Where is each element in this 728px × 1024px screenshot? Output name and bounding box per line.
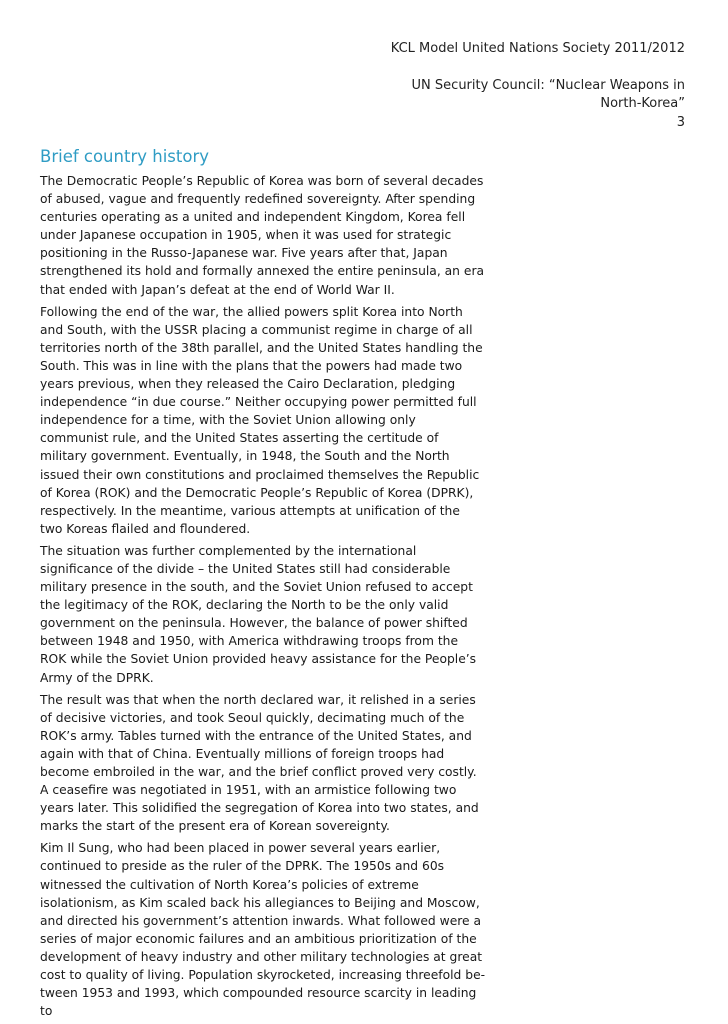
society-name: KCL Model United Nations Society 2011/2012	[390, 41, 685, 56]
page-header	[345, 40, 685, 132]
paragraph: Following the end of the war, the allied powers split Korea into North and South, with the USSR placing a communist regime in charge of all territories north of the 38th parallel, and the United States handling the South. This was in line with the plans that the powers had made two years previous, when they released the Cairo Declaration, pledging independence “in due course.” Neither occupying power permitted full independence for a time, with the Soviet Union allowing only communist rule, and the United States asserting the certitude of military government. Eventually, in 1948, the South and the North issued their own constitutions and proclaimed themselves the Republic of Korea (ROK) and the Democratic People’s Republic of Korea (DPRK), respectively. In the meantime, various attempts at unification of the two Koreas flailed and floundered.	[40, 304, 483, 536]
page-number: 3	[676, 114, 685, 130]
paragraph: The result was that when the north declared war, it relished in a series of decisive victories, and took Seoul quickly, decimating much of the ROK’s army. Tables turned with the entrance of the United States, and again with that of China. Eventually millions of foreign troops had become embroiled in the war, and the brief conflict proved very costly. A ceasefire was negotiated in 1951, with an armistice following two years later. This solidified the segregation of Korea into two states, and marks the start of the present era of Korean sovereignty.	[40, 692, 479, 834]
paragraph: The Democratic People’s Republic of Korea was born of several decades of abused, vague and frequently redefined sovereignty. After spending centuries operating as a united and independent Kingdom, Korea fell under Japanese occupation in 1905, when it was used for strategic positioning in the Russo-Japanese war. Five years after that, Japan strengthened its hold and formally annexed the entire peninsula, an era that ended with Japan’s defeat at the end of World War II.	[40, 174, 485, 297]
body-text	[40, 172, 486, 1024]
section-heading: Brief country history	[40, 147, 209, 166]
paragraph: The situation was further complemented by the international significance of the divide – the United States still had considerable military presence in the south, and the Soviet Union refused to accept the legitimacy of the ROK, declaring the North to be the only valid government on the peninsula. However, the balance of power shifted between 1948 and 1950, with America withdrawing troops from the ROK while the Soviet Union provided heavy assistance for the People’s Army of the DPRK.	[40, 543, 477, 685]
paragraph: Kim Il Sung, who had been placed in power several years earlier, continued to preside as the ruler of the DPRK. The 1950s and 60s witnessed the cultivation of North Korea’s policies of extreme isolationism, as Kim scaled back his allegiances to Beijing and Moscow, and directed his government’s attention inwards. What followed were a series of major economic failures and an ambitious prioritization of the development of heavy industry and other military technologies at great cost to quality of living. Population skyrocketed, increasing threefold be-tween 1953 and 1993, which compounded resource scarcity in leading to	[40, 841, 486, 1019]
committee-title: UN Security Council: “Nuclear Weapons in North-Korea”	[411, 77, 685, 111]
